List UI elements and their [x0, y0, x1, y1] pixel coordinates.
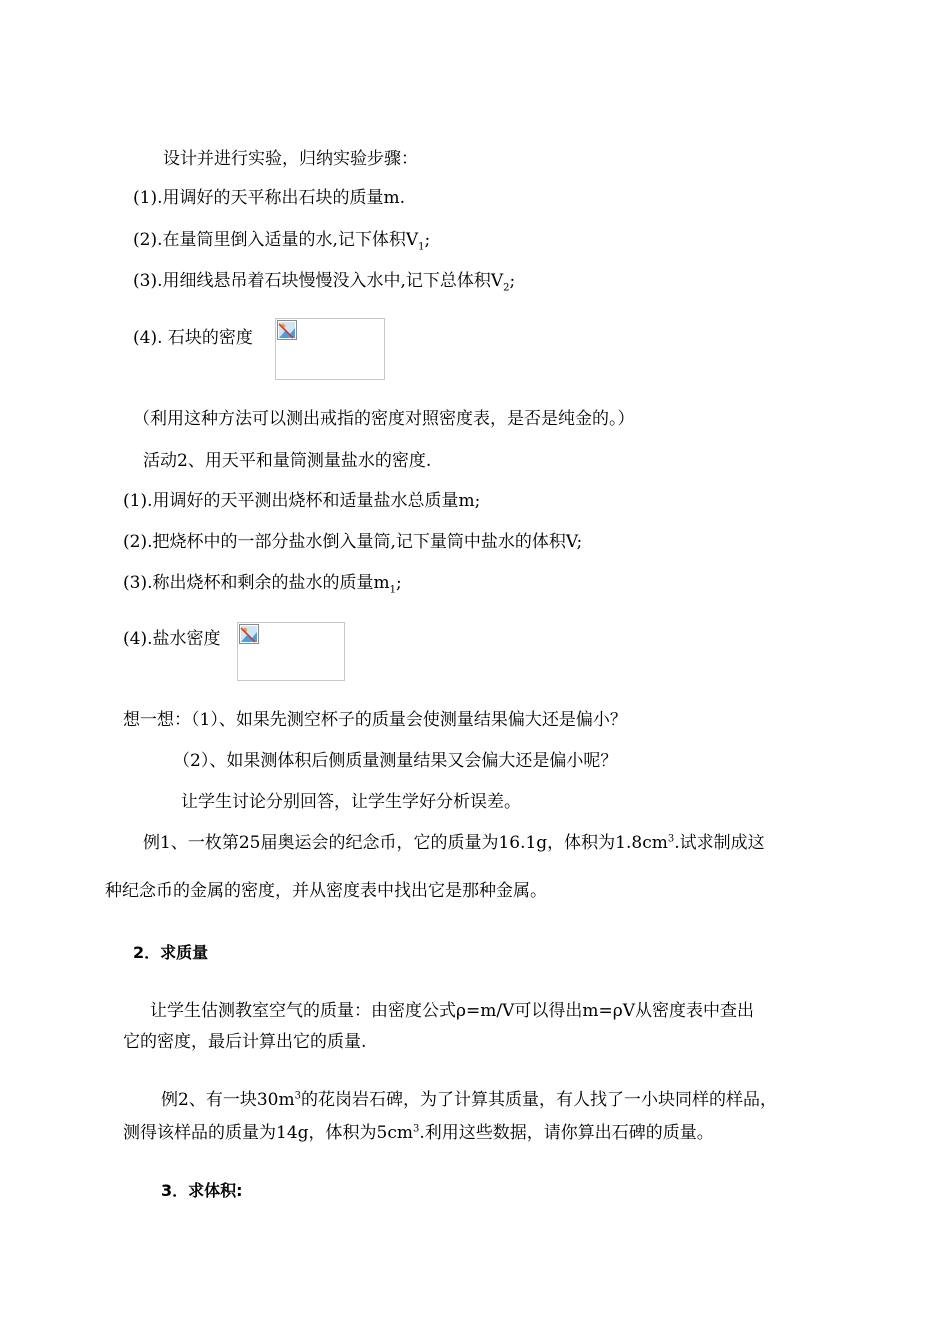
- text-line: 例1、一枚第25届奥运会的纪念币，它的质量为16.1g，体积为$1.8cm^3$.试求制成这: [143, 833, 765, 853]
- text-line: (2).把烧杯中的一部分盐水倒入量筒,记下量筒中盐水的体积V;: [123, 532, 583, 552]
- text-line: 例2、有一块$30m^3$的花岗岩石碑，为了计算其质量，有人找了一小块同样的样品，: [161, 1090, 777, 1110]
- text-line: 让学生讨论分别回答，让学生学好分析误差。: [181, 792, 521, 812]
- text-line: 让学生估测教室空气的质量：由密度公式ρ=m/V可以得出m=ρV从密度表中查出: [150, 1001, 754, 1021]
- text-line: (1).用调好的天平称出石块的质量m.: [133, 188, 406, 208]
- formula-image-placeholder: [237, 622, 345, 681]
- text-line: (3).用细线悬吊着石块慢慢没入水中,记下总体积$V_2$;: [133, 271, 516, 294]
- text-line: （2）、如果测体积后侧质量测量结果又会偏大还是偏小呢？: [173, 751, 618, 771]
- text-line: (4).盐水密度: [123, 629, 221, 649]
- text-line: (1).用调好的天平测出烧杯和适量盐水总质量m;: [123, 491, 481, 511]
- text-line: 它的密度，最后计算出它的质量.: [123, 1032, 367, 1052]
- text-line: (3).称出烧杯和剩余的盐水的质量$m_1$;: [123, 573, 402, 596]
- text-line: 设计并进行实验，归纳实验步骤：: [163, 149, 418, 169]
- broken-image-icon: [277, 320, 297, 340]
- broken-image-icon: [239, 624, 259, 644]
- text-line: 想一想：（1）、如果先测空杯子的质量会使测量结果偏大还是偏小？: [123, 710, 627, 730]
- text-line: 活动2、用天平和量筒测量盐水的密度.: [143, 451, 432, 471]
- section-heading: 3．求体积:: [161, 1181, 243, 1200]
- text-line: (4). 石块的密度: [133, 328, 253, 348]
- text-line: 种纪念币的金属的密度，并从密度表中找出它是那种金属。: [105, 881, 547, 901]
- text-line: (2).在量筒里倒入适量的水,记下体积$V_1$;: [133, 230, 431, 253]
- formula-image-placeholder: [275, 318, 385, 380]
- section-heading: 2．求质量: [133, 943, 209, 962]
- text-line: 测得该样品的质量为14g，体积为$5cm^3$.利用这些数据，请你算出石碑的质量。: [123, 1123, 714, 1143]
- text-line: （利用这种方法可以测出戒指的密度对照密度表，是否是纯金的。）: [133, 409, 635, 429]
